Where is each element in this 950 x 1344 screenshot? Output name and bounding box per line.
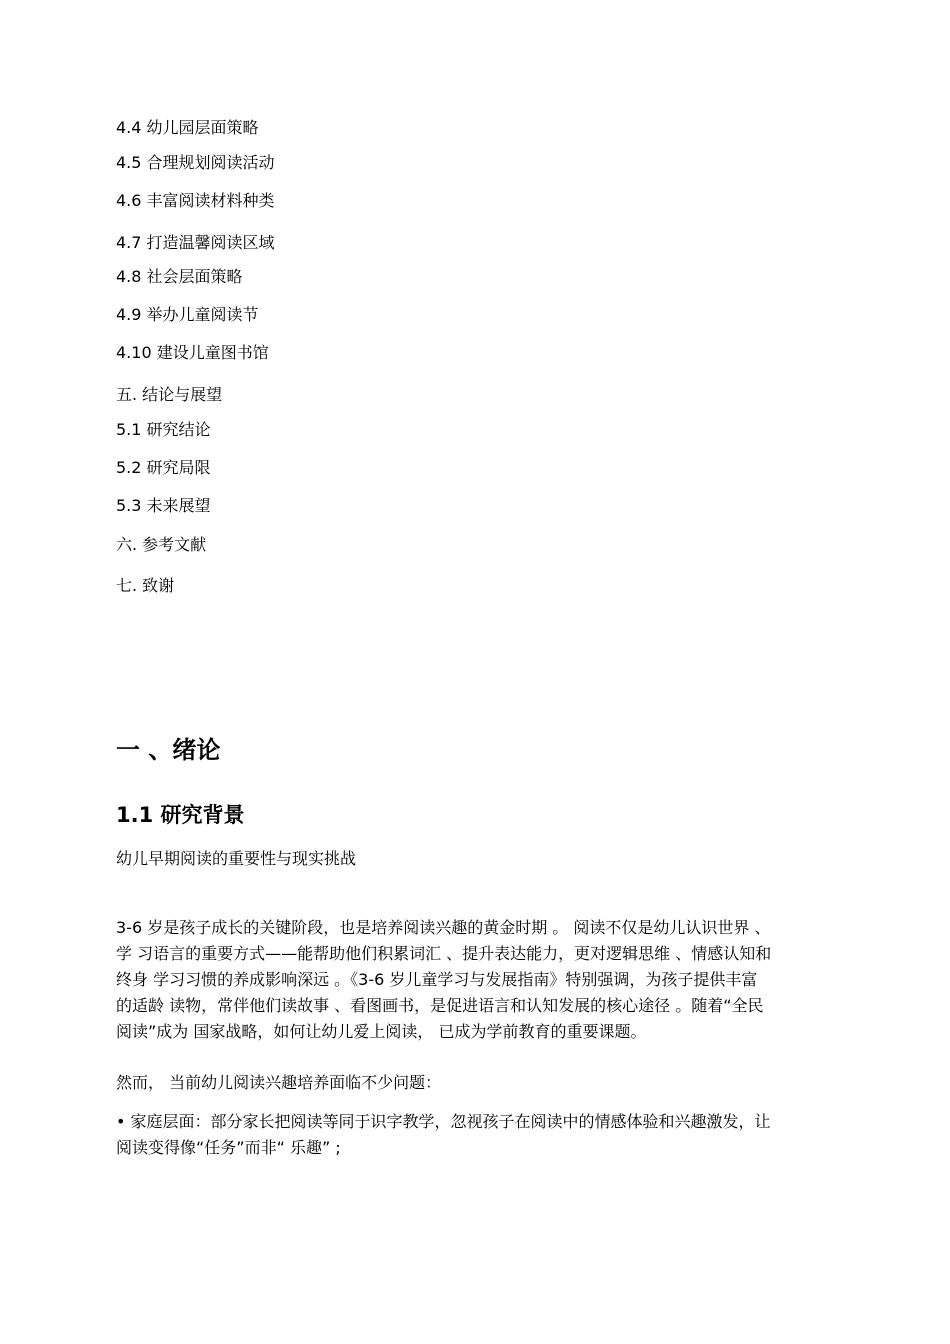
problems-lead-line: 然而， 当前幼儿阅读兴趣培养面临不少问题： — [116, 1073, 442, 1092]
toc-item-4-5: 4.5 合理规划阅读活动 — [116, 153, 275, 172]
section-title: 1.1 研究背景 — [116, 803, 245, 827]
intro-line: 阅读”成为 国家战略，如何让幼儿爱上阅读， 已成为学前教育的重要课题。 — [116, 1022, 647, 1041]
bullet-family-paragraph — [116, 1109, 838, 1161]
toc-item-4-4: 4.4 幼儿园层面策略 — [116, 118, 259, 137]
toc-item-chapter-6: 六. 参考文献 — [116, 535, 207, 554]
toc-item-4-9: 4.9 举办儿童阅读节 — [116, 305, 259, 324]
bullet-family-line: • 家庭层面：部分家长把阅读等同于识字教学，忽视孩子在阅读中的情感体验和兴趣激发，让 — [116, 1112, 771, 1131]
toc-item-5-2: 5.2 研究局限 — [116, 458, 211, 477]
section-subtitle: 幼儿早期阅读的重要性与现实挑战 — [116, 849, 357, 868]
problems-lead-paragraph — [116, 1070, 838, 1096]
toc-item-4-7: 4.7 打造温馨阅读区域 — [116, 233, 275, 252]
toc-item-4-8: 4.8 社会层面策略 — [116, 267, 243, 286]
intro-line: 终身 学习习惯的养成影响深远 。《3-6 岁儿童学习与发展指南》特别强调，为孩子提供丰富 — [116, 970, 758, 989]
toc-item-5-1: 5.1 研究结论 — [116, 420, 211, 439]
toc-item-4-10: 4.10 建设儿童图书馆 — [116, 343, 269, 362]
bullet-family-line: 阅读变得像“任务”而非“ 乐趣” ; — [116, 1138, 341, 1157]
toc-item-4-6: 4.6 丰富阅读材料种类 — [116, 191, 275, 210]
intro-line: 3-6 岁是孩子成长的关键阶段，也是培养阅读兴趣的黄金时期 。 阅读不仅是幼儿认识世界 、 — [116, 918, 771, 937]
intro-line: 的适龄 读物，常伴他们读故事 、看图画书，是促进语言和认知发展的核心途径 。随着“全民 — [116, 996, 764, 1015]
chapter-title: 一 、绪论 — [116, 736, 221, 764]
toc-item-5-3: 5.3 未来展望 — [116, 496, 211, 515]
intro-line: 学 习语言的重要方式——能帮助他们积累词汇 、提升表达能力，更对逻辑思维 、情感认知和 — [116, 944, 772, 963]
toc-item-chapter-7: 七. 致谢 — [116, 576, 175, 595]
toc-item-chapter-5: 五. 结论与展望 — [116, 385, 223, 404]
intro-paragraph — [116, 915, 838, 1045]
